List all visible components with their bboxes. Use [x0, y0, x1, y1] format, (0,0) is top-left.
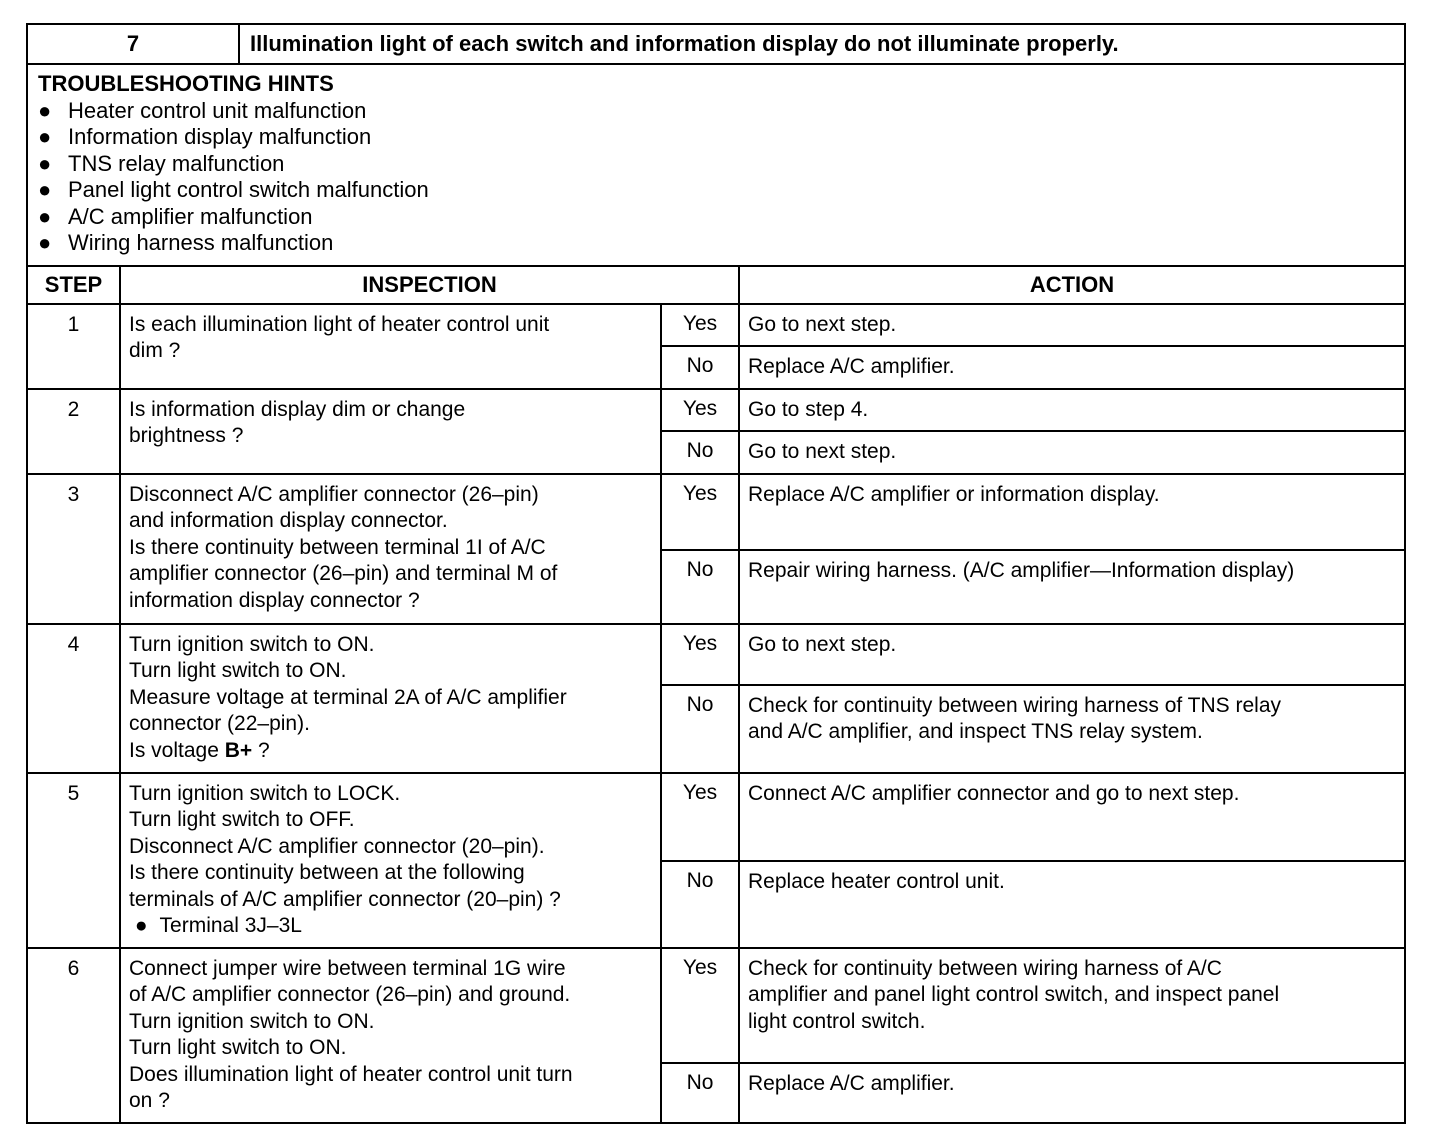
- hint-text: Panel light control switch malfunction: [68, 177, 429, 202]
- troubleshooting-document: [26, 23, 1404, 1124]
- hint-item: [38, 151, 1394, 178]
- step-number: 3: [27, 474, 120, 624]
- yes-label: Yes: [661, 474, 739, 550]
- no-label: No: [661, 861, 739, 948]
- action-line: and A/C amplifier, and inspect TNS relay system.: [748, 720, 1203, 743]
- table-row: [27, 948, 1405, 1064]
- step-number: 1: [27, 304, 120, 389]
- hint-item: [38, 230, 1394, 257]
- action-line: amplifier and panel light control switch, and inspect panel: [748, 983, 1280, 1006]
- action-line: Check for continuity between wiring harness of TNS relay: [748, 693, 1282, 717]
- no-action: Replace A/C amplifier.: [739, 1063, 1405, 1122]
- bullet-icon: ●: [38, 97, 52, 123]
- yes-label: Yes: [661, 624, 739, 685]
- inspection-text: [120, 948, 661, 1123]
- inspection-bullet-text: Terminal 3J–3L: [159, 914, 302, 937]
- inspection-line: Is information display dim or change: [129, 397, 466, 421]
- table-row: [27, 624, 1405, 685]
- inspection-line: [129, 913, 652, 940]
- bullet-icon: ●: [134, 914, 148, 937]
- no-action: Repair wiring harness. (A/C amplifier—Information display): [739, 550, 1405, 624]
- column-header-step: STEP: [27, 266, 120, 304]
- table-row: [27, 773, 1405, 862]
- hint-text: Heater control unit malfunction: [68, 97, 367, 123]
- hints-title: TROUBLESHOOTING HINTS: [38, 71, 334, 96]
- inspection-line: Disconnect A/C amplifier connector (26–pin): [129, 482, 539, 506]
- action-line: light control switch.: [748, 1009, 926, 1033]
- no-label: No: [661, 346, 739, 389]
- hint-item: [38, 204, 1394, 231]
- bullet-icon: ●: [38, 177, 52, 202]
- yes-action: Connect A/C amplifier connector and go to next step.: [739, 773, 1405, 862]
- yes-action: Go to next step.: [739, 304, 1405, 347]
- bullet-icon: ●: [38, 124, 52, 149]
- inspection-line: Turn ignition switch to LOCK.: [129, 781, 401, 805]
- title-row: [27, 24, 1405, 64]
- column-header-action: ACTION: [739, 266, 1405, 304]
- yes-action: Go to next step.: [739, 624, 1405, 685]
- troubleshooting-hints: [27, 64, 1405, 266]
- yes-action: [739, 948, 1405, 1064]
- inspection-line: Turn light switch to ON.: [129, 1036, 347, 1059]
- inspection-text: [120, 304, 661, 389]
- no-action: [739, 685, 1405, 773]
- step-number: 6: [27, 948, 120, 1123]
- table-row: [27, 474, 1405, 550]
- inspection-text-prefix: Is voltage: [129, 738, 225, 762]
- yes-action: Go to step 4.: [739, 389, 1405, 432]
- no-label: No: [661, 685, 739, 773]
- inspection-line: [129, 738, 652, 765]
- inspection-line: connector (22–pin).: [129, 712, 310, 735]
- inspection-text-suffix: ?: [252, 738, 270, 762]
- hint-item: [38, 177, 1394, 204]
- inspection-line: Does illumination light of heater control unit turn: [129, 1062, 573, 1086]
- hint-text: A/C amplifier malfunction: [68, 203, 313, 229]
- bullet-icon: ●: [38, 230, 52, 255]
- yes-label: Yes: [661, 389, 739, 432]
- procedure-title: Illumination light of each switch and information display do not illuminate properly.: [239, 24, 1405, 64]
- inspection-text: [120, 624, 661, 773]
- inspection-line: Is each illumination light of heater control unit: [129, 312, 550, 336]
- inspection-line: and information display connector.: [129, 509, 448, 532]
- no-label: No: [661, 550, 739, 624]
- yes-label: Yes: [661, 304, 739, 347]
- step-number: 2: [27, 389, 120, 474]
- voltage-value: B+: [224, 738, 253, 762]
- inspection-line: brightness ?: [129, 424, 244, 447]
- hint-item: [38, 98, 1394, 125]
- yes-label: Yes: [661, 773, 739, 862]
- step-number: 4: [27, 624, 120, 773]
- column-header-row: [27, 266, 1405, 304]
- yes-action: Replace A/C amplifier or information display.: [739, 474, 1405, 550]
- table-row: [27, 389, 1405, 432]
- column-header-inspection: INSPECTION: [120, 266, 739, 304]
- inspection-line: information display connector ?: [129, 588, 420, 612]
- inspection-line: Is there continuity between terminal 1I of A/C: [129, 535, 546, 559]
- no-action: Go to next step.: [739, 431, 1405, 474]
- inspection-line: amplifier connector (26–pin) and terminal M of: [129, 562, 558, 585]
- table-row: [27, 304, 1405, 347]
- procedure-number: 7: [27, 24, 239, 64]
- hint-item: [38, 124, 1394, 151]
- inspection-line: Turn ignition switch to ON.: [129, 1009, 375, 1033]
- yes-label: Yes: [661, 948, 739, 1064]
- inspection-line: on ?: [129, 1089, 170, 1112]
- hint-text: Wiring harness malfunction: [68, 230, 334, 255]
- hint-text: Information display malfunction: [68, 124, 372, 149]
- inspection-line: Turn ignition switch to ON.: [129, 632, 375, 656]
- inspection-text: [120, 773, 661, 948]
- bullet-icon: ●: [38, 150, 52, 176]
- no-label: No: [661, 1063, 739, 1122]
- inspection-line: terminals of A/C amplifier connector (20–pin) ?: [129, 887, 561, 911]
- hint-text: TNS relay malfunction: [68, 150, 285, 176]
- inspection-line: dim ?: [129, 339, 181, 362]
- bullet-icon: ●: [38, 203, 52, 229]
- no-action: Replace A/C amplifier.: [739, 346, 1405, 389]
- inspection-line: of A/C amplifier connector (26–pin) and ground.: [129, 983, 571, 1006]
- inspection-line: Connect jumper wire between terminal 1G wire: [129, 956, 566, 980]
- inspection-line: Disconnect A/C amplifier connector (20–pin).: [129, 834, 545, 858]
- step-number: 5: [27, 773, 120, 948]
- hints-row: [27, 64, 1405, 266]
- no-action: Replace heater control unit.: [739, 861, 1405, 948]
- inspection-text: [120, 474, 661, 624]
- inspection-text: [120, 389, 661, 474]
- inspection-line: Turn light switch to OFF.: [129, 808, 355, 831]
- no-label: No: [661, 431, 739, 474]
- action-line: Check for continuity between wiring harness of A/C: [748, 956, 1222, 980]
- inspection-line: Turn light switch to ON.: [129, 659, 347, 682]
- troubleshooting-table: [26, 23, 1406, 1124]
- inspection-line: Is there continuity between at the following: [129, 861, 525, 884]
- inspection-line: Measure voltage at terminal 2A of A/C amplifier: [129, 685, 567, 709]
